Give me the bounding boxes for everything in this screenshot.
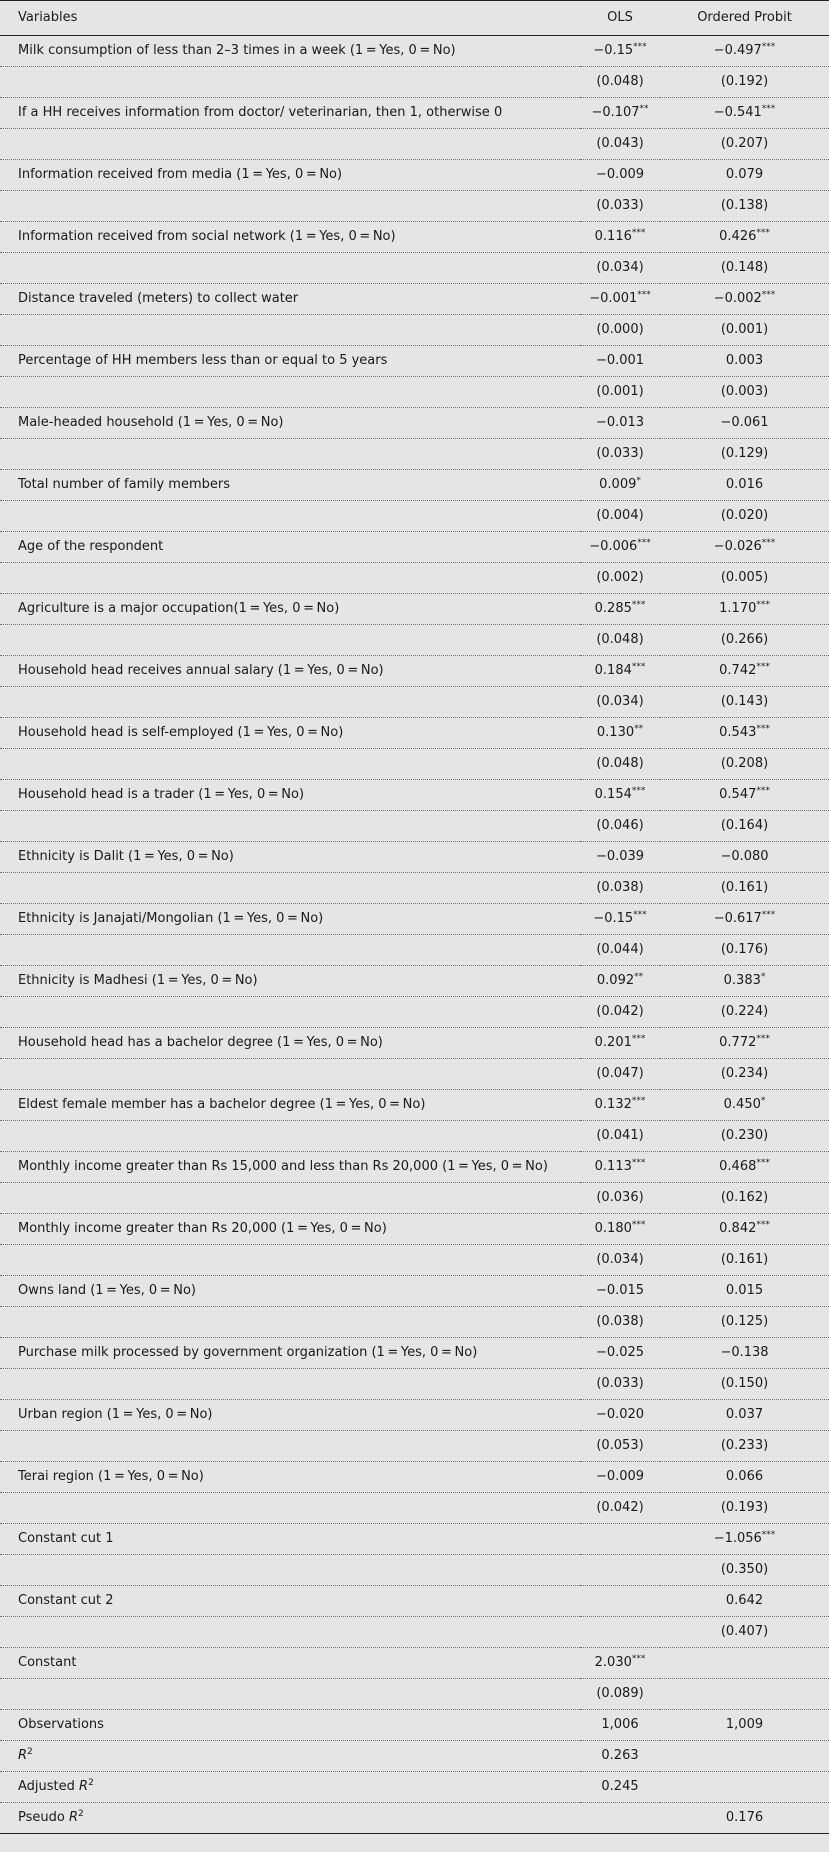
variable-label: Urban region (1 = Yes, 0 = No) [0, 1400, 580, 1431]
table-row [0, 532, 829, 563]
ordered-probit-standard-error: (0.005) [660, 563, 829, 594]
empty-cell [0, 1555, 580, 1586]
standard-error-row [0, 1183, 829, 1214]
table-body [0, 36, 829, 1834]
ols-coefficient: −0.001*** [580, 284, 660, 315]
ols-coefficient [580, 1524, 660, 1555]
empty-cell [0, 749, 580, 780]
variable-label: Ethnicity is Madhesi (1 = Yes, 0 = No) [0, 966, 580, 997]
ols-statistic [580, 1803, 660, 1834]
ordered-probit-standard-error: (0.234) [660, 1059, 829, 1090]
table-row [0, 1524, 829, 1555]
empty-cell [0, 67, 580, 98]
standard-error-row [0, 811, 829, 842]
ordered-probit-coefficient: 0.079 [660, 160, 829, 191]
standard-error-row [0, 439, 829, 470]
ols-standard-error: (0.047) [580, 1059, 660, 1090]
empty-cell [0, 1059, 580, 1090]
ordered-probit-coefficient: 0.383* [660, 966, 829, 997]
ols-coefficient: 0.130** [580, 718, 660, 749]
variable-label: Constant [0, 1648, 580, 1679]
ordered-probit-standard-error: (0.125) [660, 1307, 829, 1338]
ordered-probit-standard-error: (0.230) [660, 1121, 829, 1152]
empty-cell [0, 1245, 580, 1276]
empty-cell [0, 315, 580, 346]
table-row [0, 1214, 829, 1245]
standard-error-row [0, 315, 829, 346]
ordered-probit-standard-error: (0.176) [660, 935, 829, 966]
ordered-probit-statistic: 1,009 [660, 1710, 829, 1741]
empty-cell [0, 1307, 580, 1338]
ols-standard-error: (0.044) [580, 935, 660, 966]
ols-standard-error: (0.034) [580, 687, 660, 718]
ordered-probit-coefficient: −0.080 [660, 842, 829, 873]
variable-label: Ethnicity is Janajati/Mongolian (1 = Yes, 0 = No) [0, 904, 580, 935]
ordered-probit-standard-error: (0.162) [660, 1183, 829, 1214]
variable-label: Household head has a bachelor degree (1 = Yes, 0 = No) [0, 1028, 580, 1059]
ols-standard-error: (0.038) [580, 1307, 660, 1338]
ordered-probit-coefficient: 0.547*** [660, 780, 829, 811]
ols-standard-error [580, 1555, 660, 1586]
ols-standard-error: (0.004) [580, 501, 660, 532]
variable-label: Information received from media (1 = Yes, 0 = No) [0, 160, 580, 191]
table-row [0, 1586, 829, 1617]
ordered-probit-standard-error: (0.020) [660, 501, 829, 532]
ols-standard-error: (0.048) [580, 625, 660, 656]
standard-error-row [0, 873, 829, 904]
table-row [0, 904, 829, 935]
empty-cell [0, 501, 580, 532]
ordered-probit-statistic: 0.176 [660, 1803, 829, 1834]
standard-error-row [0, 1493, 829, 1524]
ordered-probit-standard-error: (0.224) [660, 997, 829, 1028]
empty-cell [0, 253, 580, 284]
ols-coefficient: −0.009 [580, 160, 660, 191]
ols-standard-error: (0.033) [580, 1369, 660, 1400]
table-row [0, 718, 829, 749]
ols-coefficient: −0.039 [580, 842, 660, 873]
standard-error-row [0, 625, 829, 656]
ordered-probit-standard-error: (0.192) [660, 67, 829, 98]
ols-coefficient: 0.154*** [580, 780, 660, 811]
ordered-probit-standard-error: (0.407) [660, 1617, 829, 1648]
ordered-probit-coefficient: −0.026*** [660, 532, 829, 563]
table-row [0, 160, 829, 191]
ols-coefficient: 0.132*** [580, 1090, 660, 1121]
empty-cell [0, 1431, 580, 1462]
ols-coefficient [580, 1586, 660, 1617]
empty-cell [0, 811, 580, 842]
variable-label: Monthly income greater than Rs 20,000 (1 = Yes, 0 = No) [0, 1214, 580, 1245]
variable-label: Eldest female member has a bachelor degree (1 = Yes, 0 = No) [0, 1090, 580, 1121]
empty-cell [0, 129, 580, 160]
variable-label: Household head receives annual salary (1 = Yes, 0 = No) [0, 656, 580, 687]
variable-label: Purchase milk processed by government organization (1 = Yes, 0 = No) [0, 1338, 580, 1369]
variable-label: Terai region (1 = Yes, 0 = No) [0, 1462, 580, 1493]
ordered-probit-standard-error [660, 1679, 829, 1710]
statistic-row [0, 1741, 829, 1772]
ols-standard-error: (0.033) [580, 439, 660, 470]
standard-error-row [0, 501, 829, 532]
ols-standard-error: (0.042) [580, 997, 660, 1028]
empty-cell [0, 1679, 580, 1710]
ols-standard-error: (0.036) [580, 1183, 660, 1214]
empty-cell [0, 935, 580, 966]
standard-error-row [0, 1245, 829, 1276]
empty-cell [0, 563, 580, 594]
variable-label: Percentage of HH members less than or equal to 5 years [0, 346, 580, 377]
table-row [0, 1090, 829, 1121]
header-ols: OLS [580, 1, 660, 36]
ols-statistic: 0.245 [580, 1772, 660, 1803]
empty-cell [0, 377, 580, 408]
ordered-probit-standard-error: (0.266) [660, 625, 829, 656]
ordered-probit-coefficient [660, 1648, 829, 1679]
table-row [0, 470, 829, 501]
variable-label: Household head is a trader (1 = Yes, 0 = No) [0, 780, 580, 811]
ordered-probit-coefficient: 0.066 [660, 1462, 829, 1493]
variable-label: Male-headed household (1 = Yes, 0 = No) [0, 408, 580, 439]
standard-error-row [0, 1617, 829, 1648]
ols-standard-error: (0.034) [580, 1245, 660, 1276]
ordered-probit-coefficient: 0.742*** [660, 656, 829, 687]
standard-error-row [0, 1679, 829, 1710]
table-row [0, 408, 829, 439]
ols-coefficient: −0.107** [580, 98, 660, 129]
empty-cell [0, 1617, 580, 1648]
variable-label: If a HH receives information from doctor/ veterinarian, then 1, otherwise 0 [0, 98, 580, 129]
ols-coefficient: −0.006*** [580, 532, 660, 563]
ols-coefficient: −0.009 [580, 1462, 660, 1493]
table-row [0, 1338, 829, 1369]
ordered-probit-coefficient: 0.543*** [660, 718, 829, 749]
ordered-probit-statistic [660, 1741, 829, 1772]
table-row [0, 1276, 829, 1307]
ordered-probit-statistic [660, 1772, 829, 1803]
ols-standard-error: (0.048) [580, 67, 660, 98]
ols-standard-error: (0.038) [580, 873, 660, 904]
ols-standard-error: (0.002) [580, 563, 660, 594]
standard-error-row [0, 1369, 829, 1400]
ols-coefficient: 0.184*** [580, 656, 660, 687]
ordered-probit-coefficient: 0.016 [660, 470, 829, 501]
statistic-row [0, 1803, 829, 1834]
standard-error-row [0, 1059, 829, 1090]
empty-cell [0, 1121, 580, 1152]
ordered-probit-coefficient: −0.061 [660, 408, 829, 439]
ordered-probit-standard-error: (0.207) [660, 129, 829, 160]
ols-coefficient: 0.116*** [580, 222, 660, 253]
table-row [0, 780, 829, 811]
standard-error-row [0, 1555, 829, 1586]
table-row [0, 594, 829, 625]
table-row [0, 222, 829, 253]
statistic-row [0, 1772, 829, 1803]
table-row [0, 1400, 829, 1431]
header-ordered-probit: Ordered Probit [660, 1, 829, 36]
empty-cell [0, 873, 580, 904]
standard-error-row [0, 377, 829, 408]
standard-error-row [0, 749, 829, 780]
ordered-probit-coefficient: −0.541*** [660, 98, 829, 129]
variable-label: Monthly income greater than Rs 15,000 and less than Rs 20,000 (1 = Yes, 0 = No) [0, 1152, 580, 1183]
variable-label: Household head is self-employed (1 = Yes, 0 = No) [0, 718, 580, 749]
ols-coefficient: 0.113*** [580, 1152, 660, 1183]
ols-standard-error: (0.000) [580, 315, 660, 346]
ordered-probit-coefficient: 0.426*** [660, 222, 829, 253]
standard-error-row [0, 1307, 829, 1338]
ordered-probit-standard-error: (0.148) [660, 253, 829, 284]
statistic-label: $R^2$ [0, 1741, 580, 1772]
variable-label: Age of the respondent [0, 532, 580, 563]
ordered-probit-coefficient: 0.450* [660, 1090, 829, 1121]
empty-cell [0, 625, 580, 656]
ols-coefficient: −0.15*** [580, 904, 660, 935]
ols-standard-error: (0.034) [580, 253, 660, 284]
ols-coefficient: −0.025 [580, 1338, 660, 1369]
table-row [0, 1152, 829, 1183]
variable-label: Ethnicity is Dalit (1 = Yes, 0 = No) [0, 842, 580, 873]
ordered-probit-coefficient: −0.002*** [660, 284, 829, 315]
ordered-probit-coefficient: −1.056*** [660, 1524, 829, 1555]
ols-coefficient: −0.001 [580, 346, 660, 377]
empty-cell [0, 997, 580, 1028]
empty-cell [0, 1493, 580, 1524]
ordered-probit-standard-error: (0.003) [660, 377, 829, 408]
standard-error-row [0, 687, 829, 718]
table-row [0, 1028, 829, 1059]
statistic-row [0, 1710, 829, 1741]
ols-standard-error: (0.041) [580, 1121, 660, 1152]
ordered-probit-coefficient: −0.617*** [660, 904, 829, 935]
ordered-probit-coefficient: 0.772*** [660, 1028, 829, 1059]
ols-standard-error: (0.048) [580, 749, 660, 780]
empty-cell [0, 1369, 580, 1400]
header-variables: Variables [0, 1, 580, 36]
ordered-probit-standard-error: (0.138) [660, 191, 829, 222]
table-row [0, 346, 829, 377]
ols-coefficient: 0.201*** [580, 1028, 660, 1059]
variable-label: Owns land (1 = Yes, 0 = No) [0, 1276, 580, 1307]
standard-error-row [0, 935, 829, 966]
ols-coefficient: 0.285*** [580, 594, 660, 625]
statistic-label: Observations [0, 1710, 580, 1741]
ordered-probit-standard-error: (0.143) [660, 687, 829, 718]
ordered-probit-standard-error: (0.001) [660, 315, 829, 346]
ols-standard-error: (0.089) [580, 1679, 660, 1710]
empty-cell [0, 1183, 580, 1214]
empty-cell [0, 439, 580, 470]
ols-coefficient: 0.009* [580, 470, 660, 501]
variable-label: Agriculture is a major occupation(1 = Yes, 0 = No) [0, 594, 580, 625]
ordered-probit-coefficient: −0.497*** [660, 36, 829, 67]
table-row [0, 98, 829, 129]
ordered-probit-standard-error: (0.161) [660, 1245, 829, 1276]
empty-cell [0, 687, 580, 718]
ordered-probit-standard-error: (0.193) [660, 1493, 829, 1524]
ordered-probit-coefficient: 0.037 [660, 1400, 829, 1431]
table-row [0, 656, 829, 687]
ordered-probit-coefficient: −0.138 [660, 1338, 829, 1369]
ols-standard-error: (0.043) [580, 129, 660, 160]
standard-error-row [0, 67, 829, 98]
table-row [0, 966, 829, 997]
ols-standard-error: (0.046) [580, 811, 660, 842]
ordered-probit-coefficient: 0.468*** [660, 1152, 829, 1183]
ols-coefficient: −0.15*** [580, 36, 660, 67]
table-row [0, 1462, 829, 1493]
ols-standard-error: (0.042) [580, 1493, 660, 1524]
ols-coefficient: −0.020 [580, 1400, 660, 1431]
table-row [0, 284, 829, 315]
ordered-probit-coefficient: 1.170*** [660, 594, 829, 625]
standard-error-row [0, 1121, 829, 1152]
variable-label: Constant cut 1 [0, 1524, 580, 1555]
ordered-probit-standard-error: (0.233) [660, 1431, 829, 1462]
standard-error-row [0, 563, 829, 594]
standard-error-row [0, 253, 829, 284]
ordered-probit-coefficient: 0.015 [660, 1276, 829, 1307]
ols-statistic: 1,006 [580, 1710, 660, 1741]
ordered-probit-coefficient: 0.003 [660, 346, 829, 377]
table-row [0, 36, 829, 67]
header-row [0, 1, 829, 36]
statistic-label: Adjusted $R^2$ [0, 1772, 580, 1803]
ols-standard-error: (0.053) [580, 1431, 660, 1462]
ols-standard-error [580, 1617, 660, 1648]
ols-coefficient: −0.015 [580, 1276, 660, 1307]
ols-coefficient: 2.030*** [580, 1648, 660, 1679]
variable-label: Constant cut 2 [0, 1586, 580, 1617]
ols-coefficient: 0.092** [580, 966, 660, 997]
ols-standard-error: (0.033) [580, 191, 660, 222]
statistic-label: Pseudo $R^2$ [0, 1803, 580, 1834]
ordered-probit-coefficient: 0.642 [660, 1586, 829, 1617]
variable-label: Information received from social network (1 = Yes, 0 = No) [0, 222, 580, 253]
variable-label: Milk consumption of less than 2–3 times in a week (1 = Yes, 0 = No) [0, 36, 580, 67]
standard-error-row [0, 191, 829, 222]
ordered-probit-coefficient: 0.842*** [660, 1214, 829, 1245]
ordered-probit-standard-error: (0.129) [660, 439, 829, 470]
ordered-probit-standard-error: (0.161) [660, 873, 829, 904]
variable-label: Total number of family members [0, 470, 580, 501]
ordered-probit-standard-error: (0.150) [660, 1369, 829, 1400]
ordered-probit-standard-error: (0.164) [660, 811, 829, 842]
table-row [0, 842, 829, 873]
ols-statistic: 0.263 [580, 1741, 660, 1772]
standard-error-row [0, 129, 829, 160]
ols-coefficient: −0.013 [580, 408, 660, 439]
ordered-probit-standard-error: (0.350) [660, 1555, 829, 1586]
ols-coefficient: 0.180*** [580, 1214, 660, 1245]
variable-label: Distance traveled (meters) to collect water [0, 284, 580, 315]
standard-error-row [0, 1431, 829, 1462]
standard-error-row [0, 997, 829, 1028]
table-row [0, 1648, 829, 1679]
empty-cell [0, 191, 580, 222]
ordered-probit-standard-error: (0.208) [660, 749, 829, 780]
ols-standard-error: (0.001) [580, 377, 660, 408]
